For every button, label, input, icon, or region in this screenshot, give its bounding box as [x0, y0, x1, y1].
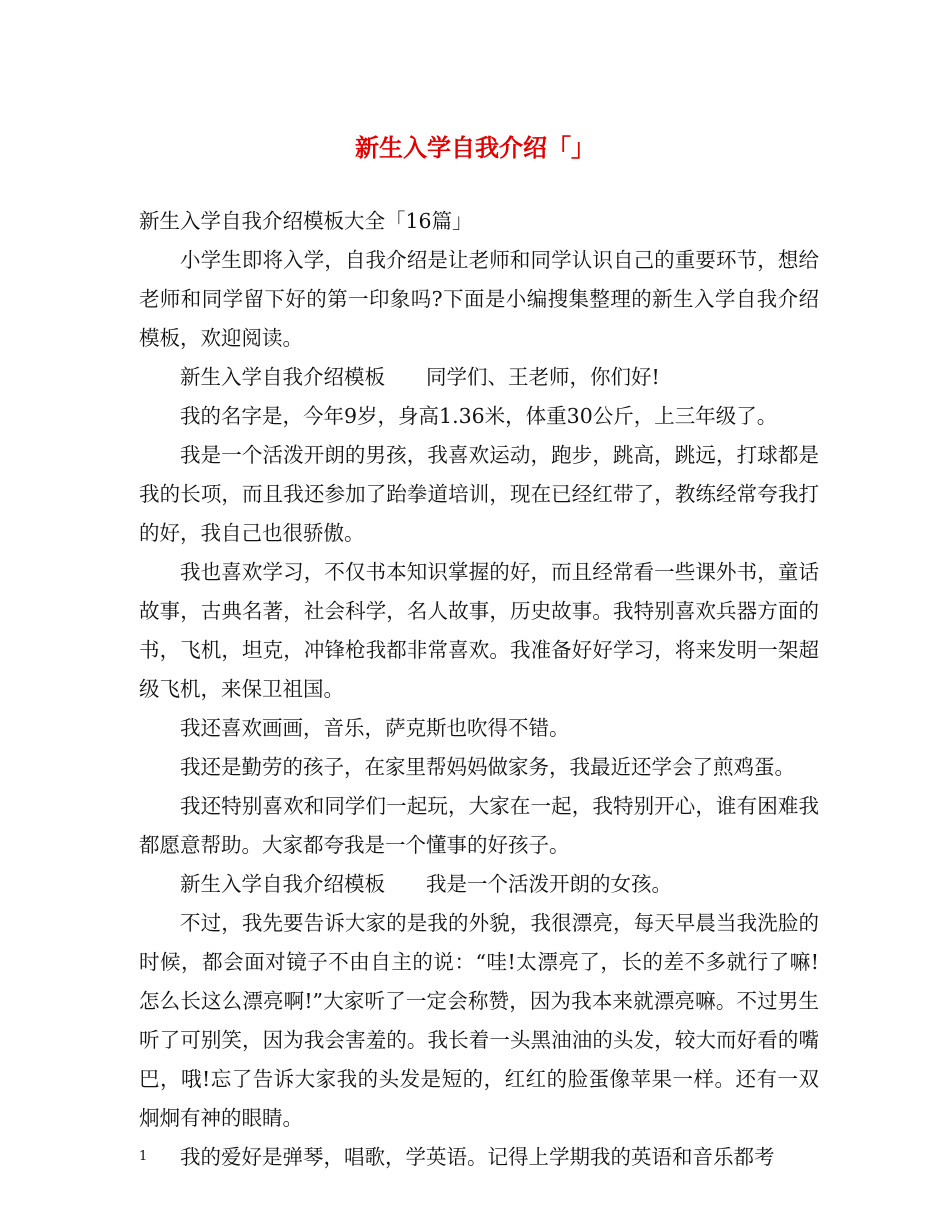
paragraph-study: 我也喜欢学习，不仅书本知识掌握的好，而且经常看一些课外书，童话故事，古典名著，社会科学，名人故事，历史故事。我特别喜欢兵器方面的书，飞机，坦克，冲锋枪我都非常喜欢。我准备好好学习，将来发明一架超级飞机，来保卫祖国。 [139, 560, 819, 701]
paragraph-chores: 我还是勤劳的孩子，在家里帮妈妈做家务，我最近还学会了煎鸡蛋。 [180, 755, 795, 779]
document-subtitle: 新生入学自我介绍模板大全「16篇」 [139, 209, 473, 233]
document-body [139, 202, 819, 1177]
paragraph-template-heading-2: 新生入学自我介绍模板 我是一个活泼开朗的女孩。 [180, 872, 672, 896]
paragraph-template-heading-1: 新生入学自我介绍模板 同学们、王老师，你们好! [180, 365, 660, 389]
paragraph-name-age: 我的名字是，今年9岁，身高1.36米，体重30公斤，上三年级了。 [180, 404, 778, 428]
paragraph-appearance: 不过，我先要告诉大家的是我的外貌，我很漂亮，每天早晨当我洗脸的时候，都会面对镜子不由自主的说：“哇!太漂亮了，长的差不多就行了嘛!怎么长这么漂亮啊!”大家听了一定会称赞，因为我本来就漂亮嘛。不过男生听了可别笑，因为我会害羞的。我长着一头黑油油的头发，较大而好看的嘴巴，哦!忘了告诉大家我的头发是短的，红红的脸蛋像苹果一样。还有一双炯炯有神的眼睛。 [139, 911, 819, 1130]
paragraph-friends: 我还特别喜欢和同学们一起玩，大家在一起，我特别开心，谁有困难我都愿意帮助。大家都夸我是一个懂事的好孩子。 [139, 794, 819, 857]
paragraph-intro: 小学生即将入学，自我介绍是让老师和同学认识自己的重要环节，想给老师和同学留下好的第一印象吗?下面是小编搜集整理的新生入学自我介绍模板，欢迎阅读。 [139, 248, 819, 350]
paragraph-sports: 我是一个活泼开朗的男孩，我喜欢运动，跑步，跳高，跳远，打球都是我的长项，而且我还参加了跆拳道培训，现在已经红带了，教练经常夸我打的好，我自己也很骄傲。 [139, 443, 819, 545]
paragraph-interests: 我的爱好是弹琴，唱歌，学英语。记得上学期我的英语和音乐都考 [180, 1145, 775, 1169]
paragraph-hobbies: 我还喜欢画画，音乐，萨克斯也吹得不错。 [180, 716, 570, 740]
page-number: 1 [139, 1149, 148, 1164]
document-title: 新生入学自我介绍「」 [355, 133, 595, 162]
